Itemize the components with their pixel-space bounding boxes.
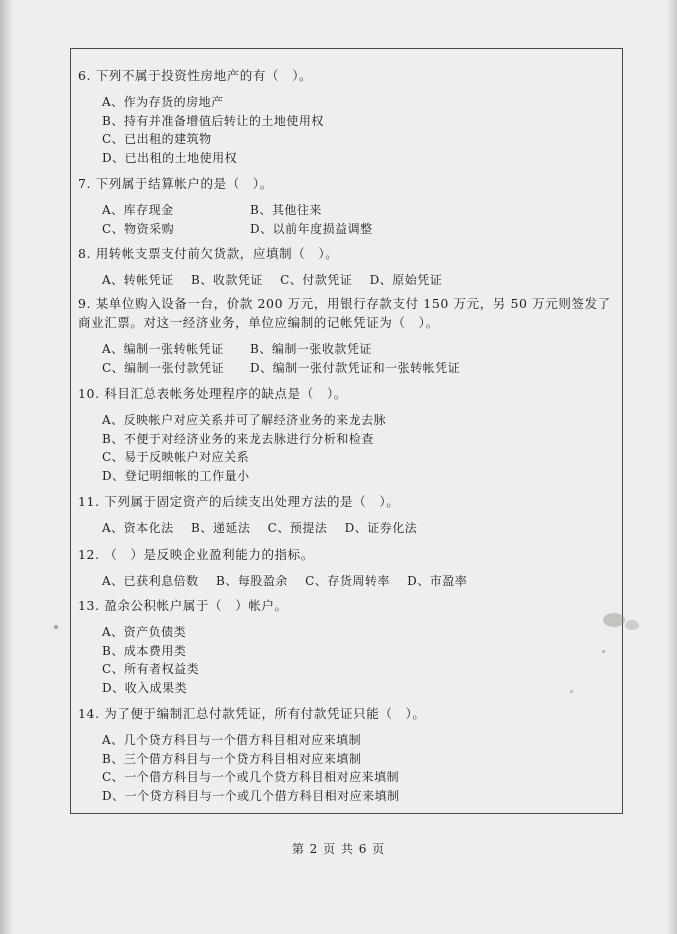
option-c: C、预提法 (267, 521, 328, 535)
question-stem: 6. 下列不属于投资性房地产的有（ ）。 (78, 68, 313, 83)
question-8 (78, 244, 618, 290)
option-c: C、已出租的建筑物 (102, 132, 212, 146)
question-10 (78, 384, 618, 485)
option-list (78, 271, 618, 290)
option-b: B、持有并准备增值后转让的土地使用权 (102, 113, 324, 128)
option-a: A、已获利息倍数 (102, 574, 199, 588)
option-row (102, 340, 618, 359)
option-b: B、递延法 (191, 521, 251, 535)
option-d: D、编制一张付款凭证和一张转帐凭证 (250, 360, 461, 375)
option-row (102, 359, 618, 378)
option-d: D、以前年度损益调整 (250, 221, 373, 236)
scan-speck (54, 625, 58, 629)
scan-smudge (603, 613, 625, 627)
question-stem: 10. 科目汇总表帐务处理程序的缺点是（ ）。 (78, 386, 347, 401)
option-list (78, 623, 618, 697)
question-stem: 9. 某单位购入设备一台，价款 200 万元，用银行存款支付 150 万元，另 50 万元则签发了商业汇票。对这一经济业务，单位应编制的记帐凭证为（ ）。 (78, 296, 611, 330)
question-7 (78, 174, 618, 238)
option-b: B、三个借方科目与一个贷方科目相对应来填制 (102, 751, 362, 766)
question-9 (78, 294, 618, 377)
option-c: C、编制一张付款凭证 (102, 360, 225, 375)
option-list (78, 731, 618, 805)
question-stem: 12. （ ）是反映企业盈利能力的指标。 (78, 547, 314, 562)
option-a: A、作为存货的房地产 (102, 95, 224, 109)
question-stem: 14. 为了便于编制汇总付款凭证，所有付款凭证只能（ ）。 (78, 706, 426, 721)
page-edge-shadow-left (0, 0, 14, 934)
question-14 (78, 704, 618, 805)
option-row (102, 201, 618, 220)
option-a: A、反映帐户对应关系并可了解经济业务的来龙去脉 (102, 413, 387, 427)
question-stem: 8. 用转帐支票支付前欠货款，应填制（ ）。 (78, 246, 339, 261)
option-d: D、收入成果类 (102, 680, 188, 695)
question-stem: 7. 下列属于结算帐户的是（ ）。 (78, 176, 273, 191)
option-b: B、成本费用类 (102, 643, 187, 658)
option-d: D、登记明细帐的工作量小 (102, 468, 250, 483)
option-c: C、存货周转率 (305, 574, 390, 588)
option-list (78, 572, 618, 591)
question-11 (78, 492, 618, 538)
option-b: B、每股盈余 (216, 574, 288, 588)
option-a: A、几个贷方科目与一个借方科目相对应来填制 (102, 733, 362, 747)
option-list (78, 93, 618, 167)
option-d: D、原始凭证 (369, 273, 443, 287)
option-d: D、一个贷方科目与一个或几个借方科目相对应来填制 (102, 788, 400, 803)
question-6 (78, 66, 618, 167)
option-c: C、一个借方科目与一个或几个贷方科目相对应来填制 (102, 770, 400, 784)
scan-speck (602, 650, 605, 653)
question-13 (78, 596, 618, 697)
option-a: A、编制一张转帐凭证 (102, 342, 224, 356)
scan-smudge (625, 620, 639, 630)
page-edge-shadow-right (667, 0, 677, 934)
option-a: A、资产负债类 (102, 625, 187, 639)
option-list (78, 519, 618, 538)
option-c: C、物资采购 (102, 221, 175, 236)
option-list (78, 201, 618, 238)
option-c: C、易于反映帐户对应关系 (102, 450, 250, 464)
option-d: D、已出租的土地使用权 (102, 150, 238, 165)
option-b: B、其他往来 (250, 203, 322, 217)
option-b: B、不便于对经济业务的来龙去脉进行分析和检查 (102, 431, 374, 446)
option-a: A、转帐凭证 (102, 273, 174, 287)
page-number-footer: 第 2 页 共 6 页 (291, 842, 386, 856)
option-list (78, 411, 618, 485)
option-c: C、付款凭证 (280, 273, 353, 287)
question-12 (78, 545, 618, 591)
option-d: D、市盈率 (407, 574, 468, 588)
option-a: A、资本化法 (102, 521, 174, 535)
question-stem: 11. 下列属于固定资产的后续支出处理方法的是（ ）。 (78, 494, 400, 509)
option-c: C、所有者权益类 (102, 662, 200, 676)
option-b: B、编制一张收款凭证 (250, 342, 372, 356)
question-stem: 13. 盈余公积帐户属于（ ）帐户。 (78, 598, 288, 613)
option-b: B、收款凭证 (191, 273, 263, 287)
option-list (78, 340, 618, 377)
scan-speck (570, 690, 573, 693)
option-d: D、证券化法 (344, 521, 418, 535)
option-row (102, 220, 618, 239)
option-a: A、库存现金 (102, 203, 174, 217)
